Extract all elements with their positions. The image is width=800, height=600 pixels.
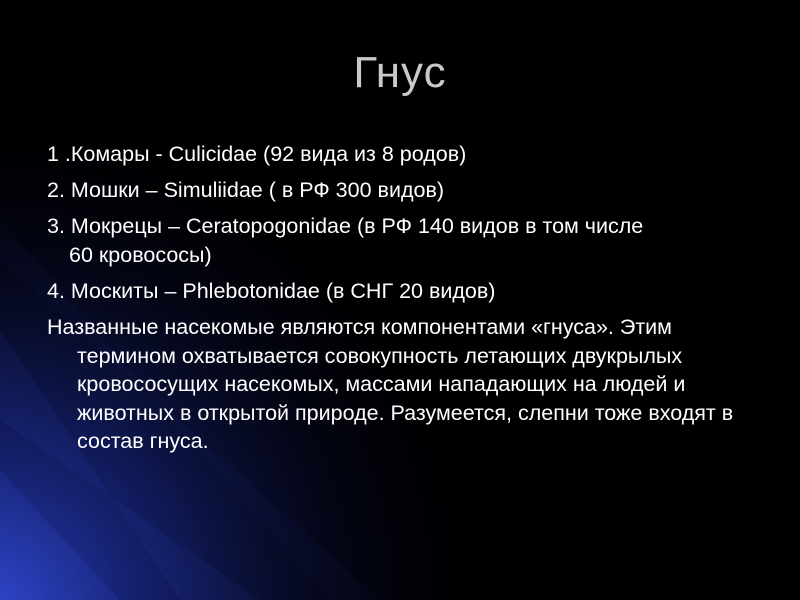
list-item-4: 4. Москиты – Phlebotonidae (в СНГ 20 видов): [47, 279, 496, 303]
slide-title: Гнус: [353, 48, 447, 97]
list-item-2: 2. Мошки – Simuliidae ( в РФ 300 видов): [47, 178, 445, 202]
list-item-3-continuation: 60 кровососы): [69, 243, 212, 267]
list-item-3: [47, 212, 767, 270]
slide-body: [47, 140, 767, 456]
list-item-1: 1 .Комары - Culicidae (92 вида из 8 родов): [47, 142, 467, 166]
list-item-3-text: 3. Мокрецы – Ceratopogonidae (в РФ 140 видов в том числе: [47, 214, 644, 238]
description-paragraph: Названные насекомые являются компонентами «гнуса». Этим термином охватывается совокупность летающих двукрылых кровососущих насекомых, массами нападающих на людей и животных в открытой природе. Разумеется, слепни тоже входят в состав гнуса.: [47, 315, 734, 453]
